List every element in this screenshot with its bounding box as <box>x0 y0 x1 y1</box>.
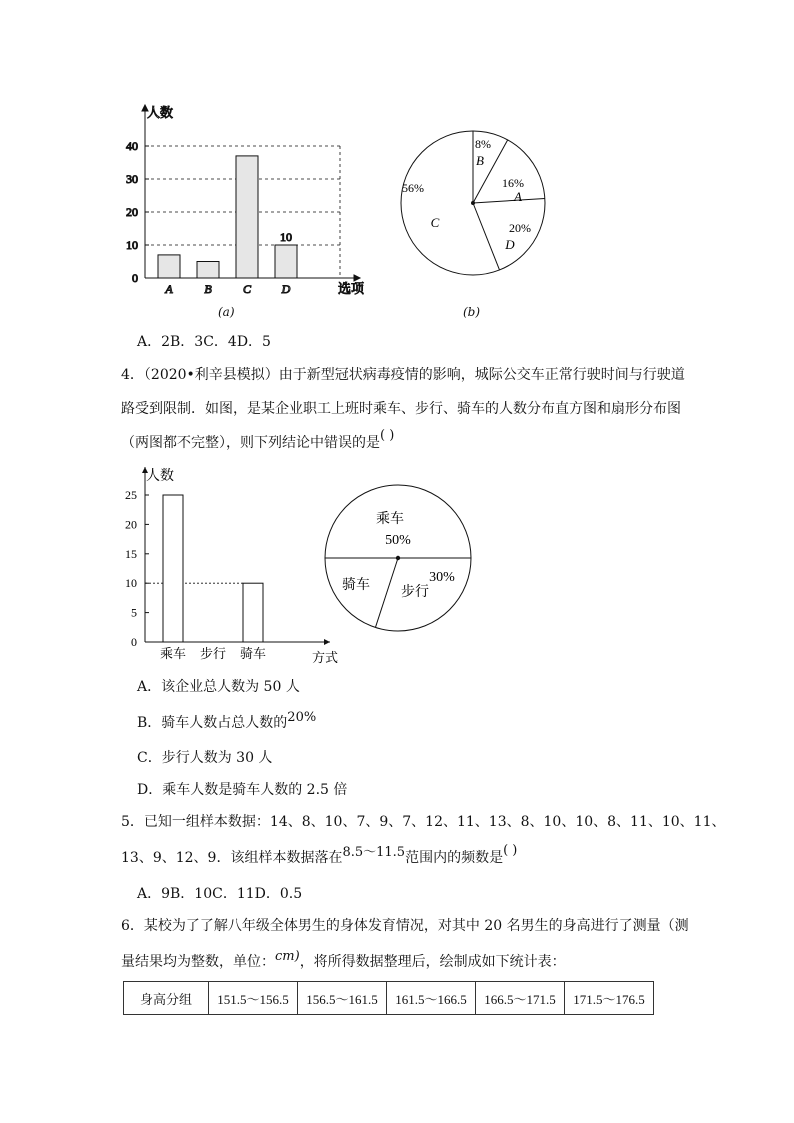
bar <box>243 583 263 642</box>
y-tick-label: 10 <box>126 238 138 252</box>
figure-a-caption: (a) <box>218 305 235 319</box>
x-axis-label: 选项 <box>338 281 365 296</box>
table-cell: 166.5～171.5 <box>476 982 565 1015</box>
pie-percent-label: 50% <box>385 533 411 548</box>
q4-option-c: C．步行人数为 30 人 <box>137 750 273 766</box>
q3-options: A．2B．3C．4D．5 <box>137 334 271 350</box>
table-cell: 151.5～156.5 <box>209 982 298 1015</box>
x-axis-label: 方式 <box>312 650 339 665</box>
q4-line3 <box>121 428 395 452</box>
pie-category-label: D <box>505 237 515 252</box>
x-tick-label: D <box>281 282 291 296</box>
x-tick-label: B <box>204 282 212 296</box>
x-tick-label: A <box>165 282 173 296</box>
pie-center <box>396 556 400 560</box>
x-tick-label: 乘车 <box>159 646 187 661</box>
q5-range: 8.5～11.5 <box>342 845 406 860</box>
y-tick-label: 30 <box>126 172 138 186</box>
pie-chart-b <box>395 120 560 285</box>
x-tick-label: C <box>242 282 252 296</box>
q5-answer-paren: ( ) <box>503 843 518 858</box>
pie-percent-label: 30% <box>429 570 455 585</box>
y-axis-label: 人数 <box>146 469 174 484</box>
q4-line1: 4．（2020•利辛县模拟）由于新型冠状病毒疫情的影响，城际公交车正常行驶时间与行驶道 <box>121 367 685 383</box>
q4-line2: 路受到限制．如图，是某企业职工上班时乘车、步行、骑车的人数分布直方图和扇形分布图 <box>121 401 681 417</box>
bar <box>158 255 180 278</box>
y-axis-label: 人数 <box>147 105 174 120</box>
table-cell: 171.5～176.5 <box>565 982 654 1015</box>
y-tick-label: 20 <box>125 517 137 532</box>
q6-line2-post: ，将所得数据整理后，绘制成如下统计表： <box>299 954 566 970</box>
pie-percent-label: 20% <box>509 221 531 235</box>
pie-category-label: C <box>430 215 440 230</box>
q6-line1: 6．某校为了了解八年级全体男生的身体发育情况，对其中 20 名男生的身高进行了测量（测 <box>121 918 689 934</box>
pie-category-label: 步行 <box>401 585 429 600</box>
figure-b-caption: (b) <box>463 305 481 319</box>
q5-line1: 5．已知一组样本数据：14、8、10、7、9、7、12、11、13、8、10、10、8、11、10、11、 <box>121 814 726 830</box>
q4-option-a: A．该企业总人数为 50 人 <box>137 679 300 695</box>
pie-category-label: 乘车 <box>376 512 404 527</box>
q6-line2 <box>121 951 566 971</box>
bar <box>163 495 183 642</box>
q5-options: A．9B．10C．11D．0.5 <box>137 886 303 902</box>
q6-line2-pre: 量结果均为整数，单位： <box>121 954 275 970</box>
table-cell: 161.5～166.5 <box>387 982 476 1015</box>
pie-slice-edge <box>473 198 545 203</box>
pie-percent-label: 56% <box>402 181 424 195</box>
bar-chart-a <box>110 95 380 330</box>
height-table <box>123 981 654 1015</box>
pie-category-label: A <box>514 189 522 204</box>
q6-unit: cm) <box>275 949 300 964</box>
pie-center <box>471 201 475 205</box>
pie-category-label: 骑车 <box>342 578 370 593</box>
q5-line2 <box>121 843 518 867</box>
x-axis-arrow <box>324 639 330 645</box>
pie-percent-label: 16% <box>502 176 524 190</box>
bar <box>197 262 219 279</box>
y-tick-label: 40 <box>126 139 138 153</box>
q4-option-d: D．乘车人数是骑车人数的 2.5 倍 <box>137 782 348 798</box>
q4-option-b-percent: 20% <box>287 710 317 725</box>
y-tick-label: 5 <box>131 605 137 620</box>
pie-category-label: B <box>476 153 484 168</box>
pie-slice-edge <box>375 558 398 627</box>
q4-answer-paren: ( ) <box>380 428 395 443</box>
q5-line2-pre: 13、9、12、9．该组样本数据落在 <box>121 850 343 866</box>
y-tick-label: 25 <box>125 488 137 502</box>
bar-chart-q4 <box>115 462 350 667</box>
pie-percent-label: 8% <box>475 137 491 151</box>
x-tick-label: 步行 <box>199 646 227 661</box>
pie-chart-q4 <box>320 478 478 636</box>
table-row <box>124 982 654 1015</box>
q4-option-b <box>137 712 316 732</box>
q4-line3-text: （两图都不完整），则下列结论中错误的是 <box>121 435 380 451</box>
pie-slice-edge <box>473 203 500 270</box>
x-tick-label: 骑车 <box>239 646 267 661</box>
y-tick-label: 0 <box>131 635 137 649</box>
data-label: 10 <box>280 230 292 244</box>
q4-option-b-text: B．骑车人数占总人数的 <box>137 715 288 731</box>
y-tick-label: 15 <box>125 546 137 561</box>
y-tick-label: 20 <box>126 205 138 219</box>
y-tick-label: 10 <box>125 576 137 591</box>
table-header-cell: 身高分组 <box>124 982 209 1015</box>
q5-line2-post: 范围内的频数是 <box>405 850 504 866</box>
bar <box>275 245 297 278</box>
y-tick-label: 0 <box>132 271 138 285</box>
table-cell: 156.5～161.5 <box>298 982 387 1015</box>
bar <box>236 156 258 278</box>
